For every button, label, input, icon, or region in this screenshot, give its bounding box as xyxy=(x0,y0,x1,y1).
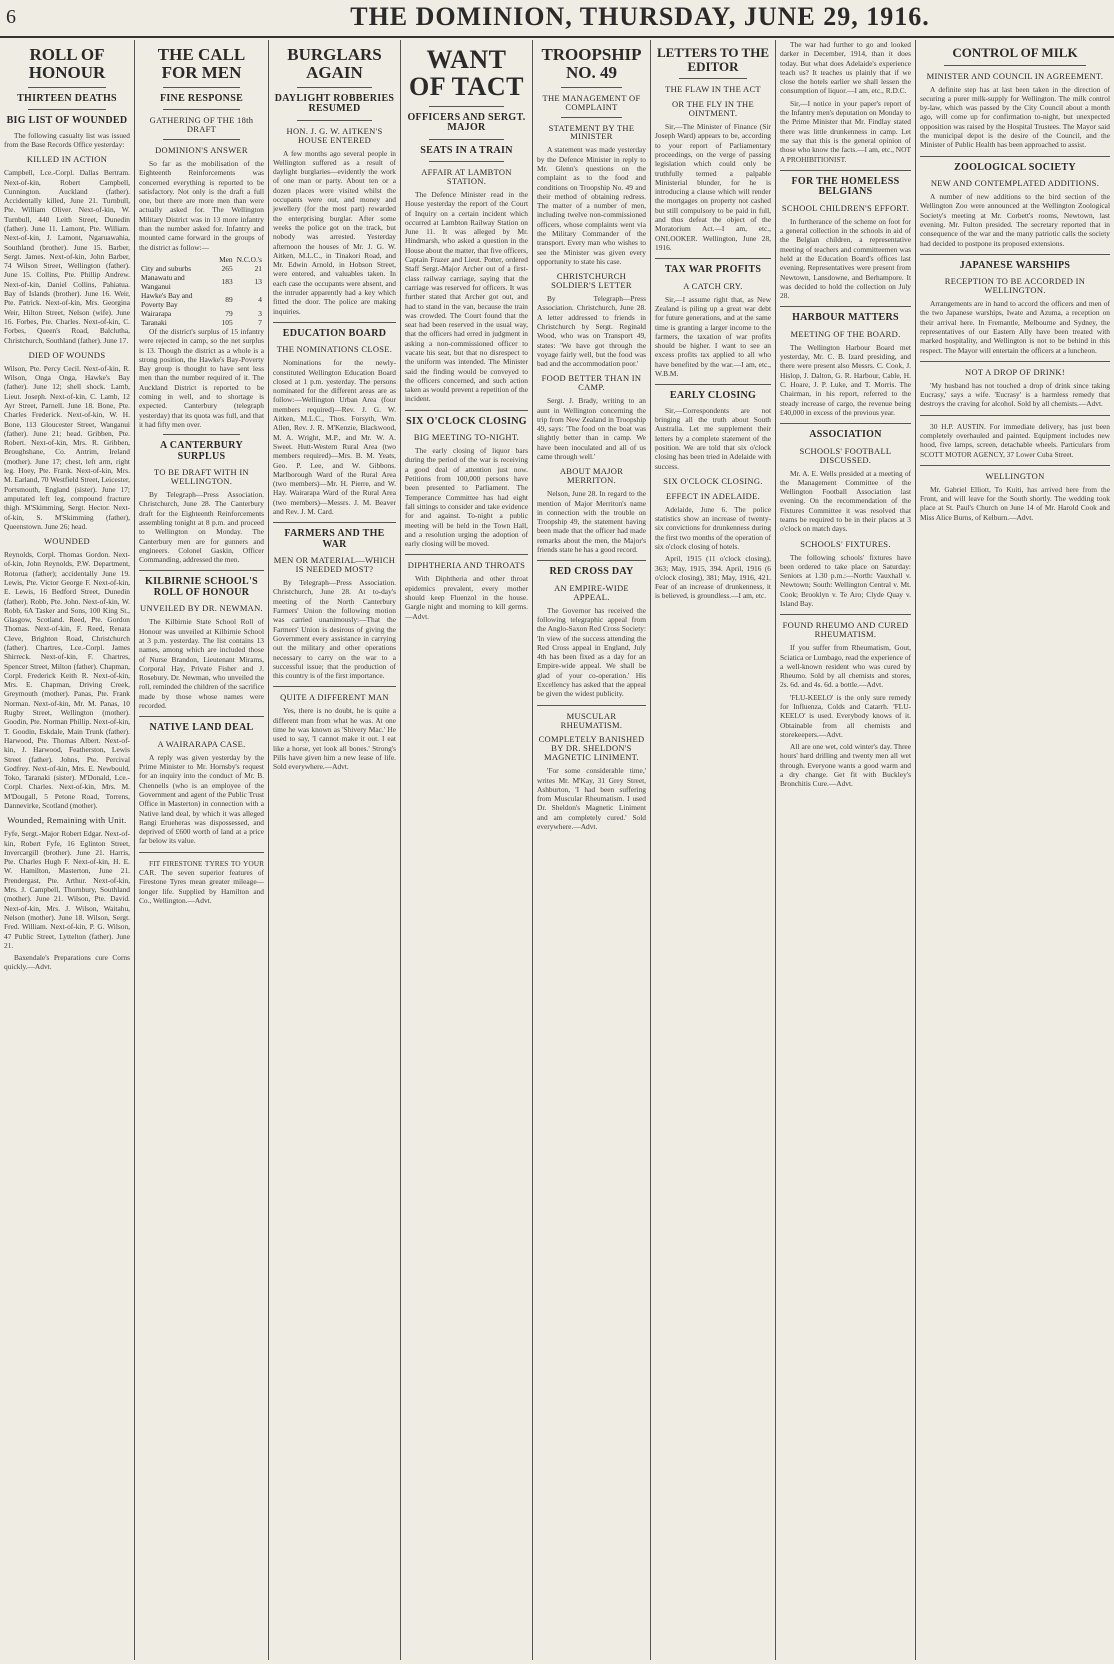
divider xyxy=(920,254,1110,255)
article-text: A number of new additions to the bird section of the Wellington Zoo were announced at the Wellington Zoological Society's meeting at Mr. Corbett's rooms, Newtown, last evening. Mr. Fulton presided. The secretary reported that in consequence of the war and the many patriotic calls the society had decided to postpone its proposed extensions. xyxy=(920,192,1110,248)
divider xyxy=(780,170,911,171)
article-text: A reply was given yesterday by the Prime Minister to Mr. Hornsby's request for an inquiry into the conduct of Mr. B. Chennells (who is an employee of the Government and agent of the Public Trust Office in Masterton) in connection with a Native land deal, by which it was alleged Rangi Erueheras was dispossessed, and deprived of £600 worth of land at a price far below its value. xyxy=(139,752,264,846)
headline-belgians: FOR THE HOMELESS BELGIANS xyxy=(791,175,900,198)
table-cell: 183 xyxy=(221,277,233,287)
subhead-men-or-material: MEN OR MATERIAL—WHICH IS NEEDED MOST? xyxy=(273,555,396,575)
table-cell: City and suburbs xyxy=(141,263,192,273)
headline-education-board: EDUCATION BOARD xyxy=(282,327,387,339)
divider xyxy=(28,87,106,88)
subhead-fixtures: SCHOOLS' FIXTURES. xyxy=(800,538,891,549)
article-text: Nelson, June 28. In regard to the mention of Major Merriton's name in connection with the trouble on Troopship 49, the statement having been made that the officer had made remarks about the men, the Major's friends state he has a good record. xyxy=(537,489,646,554)
subhead-christchurch-letter: CHRISTCHURCH SOLDIER'S LETTER xyxy=(551,271,632,291)
table-row xyxy=(139,264,264,273)
table-cell: 13 xyxy=(254,277,262,287)
subhead-food-better: FOOD BETTER THAN IN CAMP. xyxy=(541,373,642,393)
advertisement: All are one wet, cold winter's day. Three hours' hard drilling and twenty men all wet through. Everyone wants a good warm and a dry change. Get fit with Buckley's Bronchitis Cure.—Advt. xyxy=(780,742,911,789)
table-cell: 7 xyxy=(258,317,262,327)
subhead-fine-response: FINE RESPONSE xyxy=(159,92,244,104)
column-eight xyxy=(916,40,1114,1660)
headline-want-of-tact: WANT OF TACT xyxy=(409,45,524,102)
divider xyxy=(429,106,504,107)
article-text: The Governor has received the following telegraphic appeal from the Anglo-Saxon Red Cross Society: 'In view of the success attending the Red Cross appeal in England, July 4th has been fixed as a day for an Empire-wide appeal. We shall be glad of your co-operation.' His Excellency has asked that the appeal be given the widest publicity. xyxy=(537,605,646,699)
subhead-reception: RECEPTION TO BE ACCORDED IN WELLINGTON. xyxy=(944,276,1086,296)
table-header-row xyxy=(139,255,264,264)
divider xyxy=(28,109,106,110)
article-text: The early closing of liquor bars during the period of the war is receiving a good deal of attention just now. Petitions from 100,000 persons have been presented to Parliament. The Temperance Committee has had eight fall sittings to consider and take evidence for and against. To-night a public meeting will be held in the Town Hall, and a resolution urging the adoption of early closing will be moved. xyxy=(405,446,528,549)
article-text: Mr. Gabriel Elliott, To Kuiti, has arrived here from the Front, and will leave for the South shortly. The wedding took place at St. Paul's Church on June 14 of Mr. Harold Cook and Miss Alice Burns, of Kelburn.—Advt. xyxy=(920,484,1110,522)
table-cell: 265 xyxy=(221,263,233,273)
headline-diphtheria: DIPHTHERIA AND THROATS xyxy=(407,560,526,571)
headline-letters: LETTERS TO THE EDITOR xyxy=(656,45,769,74)
divider xyxy=(561,87,622,88)
headline-kilbirnie: KILBIRNIE SCHOOL'S ROLL OF HONOUR xyxy=(145,576,258,598)
article-text: The war had further to go and looked darker in December, 1914, than it does today. But what does Adelaide's experience teach us? It teaches us plainly that if we close the hotels earlier we shall lessen the consumption of liquor.—I am, etc., R.D.C. xyxy=(780,40,911,96)
column-burglars xyxy=(269,40,400,1660)
subhead-wounded-remaining: Wounded, Remaining with Unit. xyxy=(7,815,127,826)
headline-canterbury-surplus: A CANTERBURY SURPLUS xyxy=(160,440,243,462)
divider xyxy=(273,522,396,523)
divider xyxy=(405,554,528,555)
advertisement: If you suffer from Rheumatism, Gout, Sciatica or Lumbago, read the experience of a well-known resident who was cured by Rheumo. Sold by all chemists and stores, 2s. 6d. and 4s. 6d. a bottle.—Advt. xyxy=(780,643,911,690)
article-text: The Wellington Harbour Board met yesterday, Mr. C. B. Izard presiding, and there were present also Messrs. C. Cook, J. Hislop, J. Dalton, G. R. Harbour, Cable, H. C. Hoare, J. P. Luke, and T. Morris. The Chairman, in his report, referred to the steady increase of cargo, the revenue being £40,000 in excess of the previous year. xyxy=(780,342,911,417)
subhead-catch-cry: A CATCH CRY. xyxy=(683,280,743,291)
advertisement: 'My husband has not touched a drop of drink since taking Eucrasy,' says a wife. 'Eucrasy' is a harmless remedy that destroys the craving for alcohol. Sold by all chemists.—Advt. xyxy=(920,380,1110,409)
headline-early-closing: EARLY CLOSING xyxy=(669,390,757,402)
headline-association: ASSOCIATION xyxy=(809,429,882,441)
divider xyxy=(537,705,646,706)
table-cell: Taranaki xyxy=(141,317,167,327)
subhead-adelaide: EFFECT IN ADELAIDE. xyxy=(665,490,761,501)
subhead-big-list: BIG LIST OF WOUNDED xyxy=(6,115,128,127)
table-row xyxy=(139,273,264,291)
subhead-killed: KILLED IN ACTION xyxy=(26,154,108,165)
table-cell: 105 xyxy=(221,317,233,327)
subhead-wounded: WOUNDED xyxy=(43,536,90,547)
column-call-for-men xyxy=(135,40,268,1660)
headline-farmers: FARMERS AND THE WAR xyxy=(284,528,385,550)
headline-burglars: BURGLARS AGAIN xyxy=(287,45,382,82)
headline-japanese-warships: JAPANESE WARSHIPS xyxy=(959,259,1071,271)
headline-zoological: ZOOLOGICAL SOCIETY xyxy=(954,161,1076,173)
article-text: In furtherance of the scheme on foot for a general collection in the schools in aid of the Belgian children, a representative meeting of teachers and committeemen was held at the Education Board's offices last evening. Representatives were present from Newtown, Lansdowne, and Berhampore. It was decided to hold the collection on July 28. xyxy=(780,216,911,301)
divider xyxy=(655,384,771,385)
article-text: A few months ago several people in Wellington suffered as a result of daylight burglaries—evidently the work of one man or party. About ten or a dozen places were visited whilst the occupants were out, and money and jewellery (for the most part) rewarded the enterprising burglar. After some weeks the police got on the track, but nobody was arrested. Yesterday afternoon the houses of Mr. J. G. W. Aitken, M.L.C., in Tinakori Road, and Mr. Edwin Arnold, in Hobson Street, were entered, and valuables taken. In each case the occupants were absent, and the intruder apparently had a key which fitted the door. The police are making inquiries. xyxy=(273,148,396,316)
article-text: Adelaide, June 6. The police statistics show an increase of twenty-six convictions for drunkenness during the first two months of the operation of six o'clock closing of hotels. xyxy=(655,504,771,551)
headline-roll-of-honour: ROLL OF HONOUR xyxy=(28,45,106,82)
divider xyxy=(297,120,372,121)
divider xyxy=(679,78,747,79)
table-cell: Manawatu and Wanganui xyxy=(141,272,185,291)
divider xyxy=(139,716,264,717)
subhead-statement: STATEMENT BY THE MINISTER xyxy=(548,122,635,142)
divider xyxy=(920,156,1110,157)
article-text: April, 1915 (11 o'clock closing), 363; May, 1915, 394. April, 1916 (6 o'clock closing), 381; May, 1916, 421. Fear of an increase of drunkenness, it is believed, is groundless.—I am, etc. xyxy=(655,554,771,601)
advertisement: 'For some considerable time,' writes Mr. M'Kay, 31 Grey Street, Ashburton, 'I had been suffering from Muscular Rheumatism. I used Dr. Sheldon's Magnetic Liniment and am completely cured.' Sold everywhere.—Advt. xyxy=(537,766,646,831)
article-text: Arrangements are in hand to accord the officers and men of the two Japanese warships, Iwate and Azuma, a reception on their arrival here. In Fremantle, Melbourne and Sydney, the representatives of our Eastern Ally have been treated with marked hospitality, and Wellington is not to be behind in this respect. The Mayor will entertain the officers at a luncheon. xyxy=(920,299,1110,355)
article-text: Fyfe, Sergt.-Major Robert Edgar. Next-of-kin, Robert Fyfe, 16 Eglinton Street, Invercargill (brother). June 21. Harris, Pte. Charles Hugh F. Next-of-kin, H. E. W. Hamilton, Masterton, June 21. Prendergast, Pte. Arthur. Next-of-kin, Mrs. J. Campbell, Thornbury, Southland (mother). June 21. Wilson, Pte. David. Next-of-kin, Mrs. J. Wilson, Waitahu, Nelson (mother). June 18. Wilson, Sergt. Fred. William. Next-of-kin, P. G. Wilson, 47 Public Street, Lyttelton (father). June 21. xyxy=(4,829,130,950)
subhead-fly: OR THE FLY IN THE OINTMENT. xyxy=(671,99,754,119)
table-row xyxy=(139,291,264,309)
headline-rheumo: FOUND RHEUMO AND CURED RHEUMATISM. xyxy=(782,620,909,640)
table-header-cell: N.C.O.'s xyxy=(236,254,262,264)
divider xyxy=(163,139,240,140)
subhead-six-oclock: SIX O'CLOCK CLOSING. xyxy=(663,475,763,486)
subhead-merriton: ABOUT MAJOR MERRITON. xyxy=(559,466,624,486)
subhead-nominations: THE NOMINATIONS CLOSE. xyxy=(276,344,393,355)
divider xyxy=(163,87,240,88)
article-text: Sir,—The Minister of Finance (Sir Joseph Ward) appears to be, according to your report of Parliamentary proceedings, on the verge of passing legislation which could only be truthfully termed a palpable Ministerial blunder, for he is introducing a clause which will render the mortgages on property not cashed but still compulsory to be paid in full, and thus defeat the object of the Moratorium Act.—I am, etc., ONLOOKER. Wellington, June 28, 1916. xyxy=(655,122,771,252)
divider xyxy=(920,415,1110,416)
advertisement: FIT FIRESTONE TYRES TO YOUR CAR. The seven superior features of Firestone Tyres mean greater mileage—longer life. Supplied by Hamilton and Co., Wellington.—Advt. xyxy=(139,858,264,905)
table-cell: Hawke's Bay and Poverty Bay xyxy=(141,290,193,309)
article-text: Nominations for the newly-constituted Wellington Education Board closed at 1 p.m. yesterday. The persons nominated for the different areas are as follow:—Wellington Urban Area (four members required)—Rev. J. G. W. Aitken, M.L.C., Thos. Forsyth, Wm. Allen, Rev. J. R. M'Kenzie, Blackwood, M. A. Wright, M.P., and Mr. W. A. Sweet. Hutt-Western Rural Area (two members required)—Mrs. B. M. Yeats, Geo. P. Lee, and W. Gibbons. Marlborough Ward of the Rural Area (two members)—Mr. H. Pierre, and W. Hay. Wairarapa Ward of the Rural Area (two members)—Messrs. J. M. Beaver and Rev. J. M. Card. xyxy=(273,358,396,517)
divider xyxy=(655,258,771,259)
subhead-dominion-answer: DOMINION'S ANSWER xyxy=(155,145,248,156)
subhead-big-meeting: BIG MEETING TO-NIGHT. xyxy=(413,432,520,443)
subhead-aitken: HON. J. G. W. AITKEN'S HOUSE ENTERED xyxy=(286,125,383,145)
subhead-new-additions: NEW AND CONTEMPLATED ADDITIONS. xyxy=(930,178,1100,189)
divider xyxy=(429,139,504,140)
advertisement: With Diphtheria and other throat epidemics prevalent, every mother should keep Fluenzol in the house. Gargle night and morning to kill germs.—Advt. xyxy=(405,574,528,621)
subhead-gathering: GATHERING OF THE 18th DRAFT xyxy=(149,115,254,135)
article-text: The Defence Minister read in the House yesterday the report of the Court of Inquiry on a certain incident which occurred at Lambton Railway Station on June 11. It was alleged by Mr. Hindmarsh, who asked a question in the House about the matter, that five officers, Captain Frazer and Lieut. Potter, ordered Staff Sergt.-Major Archer out of a first-class railway carriage, saying that the carriage was reserved for officers. It was further stated that Archer got out, and had to stand in the van, because the train was crowded. The Court found that the seat had been reserved in the usual way, that the officers had erred in judgment in asking a non-commissioned officer to vacate his seat, but that no disrespect to the uniform was intended. The Minister said the finding would be conveyed to the officers concerned, and such action taken as would prevent a repetition of the incident. xyxy=(405,189,528,404)
subhead-sheldon: COMPLETELY BANISHED BY DR. SHELDON'S MAGNETIC LINIMENT. xyxy=(538,734,645,763)
advertisement: Baxendale's Preparations cure Corns quickly.—Advt. xyxy=(4,953,130,972)
column-roll-of-honour xyxy=(0,40,134,1660)
article-text: By Telegraph—Press Association. Christchurch, June 28. At to-day's meeting of the North Canterbury Farmers' Union the following motion was carried unanimously:—That the Farmers' Union is desirous of giving the Government every assistance in carrying out the military and other operations necessary to carry on the war to a successful issue; that the production of this country is of the first importance. xyxy=(273,578,396,681)
table-cell: 21 xyxy=(254,263,262,273)
newspaper-title: THE DOMINION, THURSDAY, JUNE 29, 1916. xyxy=(350,2,930,31)
headline-tax-war: TAX WAR PROFITS xyxy=(664,264,762,276)
divider xyxy=(780,423,911,424)
headline-muscular: MUSCULAR RHEUMATISM. xyxy=(560,710,623,730)
divider xyxy=(273,686,396,687)
headline-six-oclock: SIX O'CLOCK CLOSING xyxy=(406,415,527,427)
subhead-empire-appeal: AN EMPIRE-WIDE APPEAL. xyxy=(554,582,629,602)
subhead-seats: SEATS IN A TRAIN xyxy=(420,144,513,156)
column-want-of-tact xyxy=(401,40,532,1660)
headline-wellington: WELLINGTON xyxy=(985,470,1045,481)
article-text: Wilson, Pte. Percy Cecil. Next-of-kin, R. Wilson, Onga Onga, Hawke's Bay (father). June 12; shell shock. Lamb, Lieut. Joseph. Next-of-kin, C. Lamb, 12 Ayr Street, Parnell. June 18. Bone, Pte. Charles Frederick. Next-of-kin, W. H. Bone, 113 Gloucester Street, Wanganui (father). June 21; head. Gribben, Pte. Robert. Next-of-kin, Mrs. R. Gribben, Broughshane, Co. Antrim, Ireland (mother). June 17; chest, left arm, right leg. Hoey, Pte. Frank. Next-of-kin, Mrs. M. Earland, 70 Westfield Street, Leicester, Portsmouth, England (sister). June 17; amputated left leg, compound fracture thigh. M'Skimming, Sergt. Hector. Next-of-kin, S. M'Skimming (father), Queenstown. June 26; head. xyxy=(4,363,130,531)
divider xyxy=(920,465,1110,466)
subhead-school-children: SCHOOL CHILDREN'S EFFORT. xyxy=(781,202,910,213)
table-cell: 3 xyxy=(258,308,262,318)
divider xyxy=(561,117,622,118)
headline-control-milk: CONTROL OF MILK xyxy=(952,45,1078,60)
divider xyxy=(139,852,264,853)
article-text: Sir,—I assume right that, as New Zealand is piling up a great war debt for future generations, and at the same time is granting a larger income to the farmers, the taxation of war profits should be higher. I want to see an excess profits tax applied to all who have benefited by the war.—I am, etc., W.B.M. xyxy=(655,294,771,378)
subhead-wairarapa: A WAIRARAPA CASE. xyxy=(157,738,246,749)
subhead-management: THE MANAGEMENT OF COMPLAINT xyxy=(542,92,641,112)
table-cell: 79 xyxy=(225,308,233,318)
subhead-thirteen-deaths: THIRTEEN DEATHS xyxy=(17,92,117,104)
subhead-daylight: DAYLIGHT ROBBERIES RESUMED xyxy=(274,92,395,115)
article-text: A statement was made yesterday by the Defence Minister in reply to Mr. Glenn's questions on the complaint as to the food and conditions on Troopship No. 49 and their method of obtaining redress. The matter of a number of men, including twelve non-commissioned officers, whose complaints went via the Military Commander of the transport. Every man who wishes to see the Minister was given every opportunity to state his case. xyxy=(537,145,646,266)
headline-red-cross: RED CROSS DAY xyxy=(549,566,634,578)
column-seven xyxy=(776,40,915,1660)
subhead-minister-council: MINISTER AND COUNCIL IN AGREEMENT. xyxy=(926,70,1104,81)
divider xyxy=(429,161,504,162)
divider xyxy=(537,560,646,561)
subhead-kilbirnie: UNVEILED BY DR. NEWMAN. xyxy=(140,603,263,614)
divider xyxy=(920,361,1110,362)
article-text: So far as the mobilisation of the Eighteenth Reinforcements was concerned everything is reported to be satisfactory. Not only is the draft a full one, but there are more men than were actually asked for. The Wellington Military District was in 13 more infantry than the number asked for. Infantry and mounted came forward in the groups of the district as follow:— xyxy=(139,158,264,252)
page-number: 6 xyxy=(6,6,16,28)
article-text: Sir,—Correspondents are not bringing all the truth about South Australia. Let me supplement their letters by a complete statement of the position. We are told that six o'clock closing has been tried in Adelaide with success. xyxy=(655,405,771,471)
column-letters xyxy=(651,40,775,1660)
article-text: Mr. A. E. Wells presided at a meeting of the Management Committee of the Wellington Football Association last evening. On the recommendation of the Fixtures Committee it was resolved that teams be required to be in their places at 3 o'clock on match days. xyxy=(780,468,911,534)
divider xyxy=(273,322,396,323)
headline-troopship: TROOPSHIP NO. 49 xyxy=(541,45,642,82)
divider xyxy=(163,434,240,435)
table-row xyxy=(139,309,264,318)
article-text: Campbell, Lce.-Corpl. Dallas Bertram. Next-of-kin, Robert Campbell, Cunnington. Auckland (father). Accidentally killed, June 21. Turnbull, Pte. William Oliver. Next-of-kin, W. Turnbull, 440 Leith Street, Dunedin (father). June 11. Lamont, Pte. William. Next-of-kin, J. Lamont, Ngaruawahia, Southland (brother). June 15. Barber, Sergt. James. Next-of-kin, John Barber, 74 Wilson Street, Wellington (father). June 15. Collins, Pte. Phillip Andrew. Next-of-kin, Daniel Collins, Pahiatua. Bay of Islands (brother). June 16. Weir, Pte. Patrick. Next-of-kin, Mrs. Georgina Weir, Hilton Street, Nelson (wife). June 16. Forbes, Pte. Charles. Next-of-kin, C. Forbes, Queen's Road, Balclutha, Christchurch, Southland (father). June 17. xyxy=(4,168,130,345)
headline-native-land: NATIVE LAND DEAL xyxy=(149,722,254,734)
subhead-lambton: AFFAIR AT LAMBTON STATION. xyxy=(421,167,512,187)
advertisement: Yes, there is no doubt, he is quite a different man from what he was. At one time he was known as 'Shivery Mac.' He used to say, 'I cannot make it out. I eat like a horse, yet look all bones.' Strong's Pills have given him a new lease of life. Sold everywhere.—Advt. xyxy=(273,706,396,772)
divider xyxy=(297,87,372,88)
article-text: Sir,—I notice in your paper's report of the Infantry men's deputation on Monday to the Prime Minister that Mr. Findlay stated there was little drunkenness in camp. Let me say that this is the general opinion of those who know the facts.—I am, etc., NOT A PROHIBITIONIST. xyxy=(780,98,911,164)
advertisement-austin: 30 H.P. AUSTIN. For immediate delivery, has just been completely overhauled and painted. Equipment includes new hood, five lamps, screen, detachable wheels. Particulars from SCOTT MOTOR AGENCY, 37 Lower Cuba Street. xyxy=(920,421,1110,459)
table-row xyxy=(139,318,264,327)
article-text: Reynolds, Corpl. Thomas Gordon. Next-of-kin, John Reynolds, P.W. Department, Rotorua (father); accidentally June 19. Lewis, Pte. Victor George F. Next-of-kin, E. Lewis, 16 Bedford Street, Dunedin (father). Robb, Pte. John. Next-of-kin, W. Robb, 6A Tasker and Sons, 100 King St., Glasgow, Scotland. Reed, Pte. Gordon Thomas. Next-of-kin, F. Reed, Renata Cleve, Brighton Road, Christchurch (father). Chartres, Lce.-Corpl. James Shirreck. Next-of-kin, F. Chartres, Spencer Street, Milton (father). Chapman, Corpl. Frederick Keith R. Next-of-kin, Mrs. E. Chapman, Driving Creek, Greymouth (mother). Panas, Pte. Frank Norman. Next-of-kin, Mr. M. Panas, 10 Rugby Street, Wellington (mother). Goodin, Pte. Norman Phillip. Next-of-kin, T. Goodin, Eskdale, Main Trunk (father). Harwood, Pte. Thomas Albert. Next-of-kin, J. Harwood, Featherston, Lewis Street (father). Johns, Pte. Percival Godfrey. Next-of-kin, Mrs. E. Newbould, Toko, Taranaki (sister). M'Donald, Lce.-Corpl. Charles. Next-of-kin, Mrs. M. M'Dougall, 5 Petone Road, Torrens, Dannevirke, Scotland (mother). xyxy=(4,550,130,811)
divider xyxy=(780,306,911,307)
headline-harbour: HARBOUR MATTERS xyxy=(792,312,899,324)
subhead-canterbury: TO BE DRAFT WITH IN WELLINGTON. xyxy=(154,467,249,487)
headline-quite-different: QUITE A DIFFERENT MAN xyxy=(280,692,389,703)
article-text: The following schools' fixtures have been ordered to take place on Saturday: Seniors at 1.30 p.m.:—North: Vauxhall v. Newtown; South: Wellington Central v. Mt. Cook; Brooklyn v. Te Aro; Clyde Quay v. Island Bay. xyxy=(780,552,911,609)
article-text: Of the district's surplus of 15 infantry were rejected in camp, so the net surplus is 13. Though the district as a whole is a strong position, the Hawke's Bay-Poverty Bay group is thought to have sent less men than the number required of it. The Auckland District is reported to be coming in well, and to shortage is expected. Canterbury (telegraph yesterday) that its quota was full, and that it had fifty men over. xyxy=(139,326,264,429)
divider xyxy=(139,570,264,571)
divider xyxy=(944,65,1086,66)
headline-not-a-drop: NOT A DROP OF DRINK! xyxy=(965,366,1065,377)
table-cell: 89 xyxy=(225,295,233,305)
article-text: The Kilbirnie State School Roll of Honour was unveiled at Kilbirnie School at 3 p.m. yesterday. The list contains 13 names, among which are included those of Nurse Brandon, Lieutenant Mirams, Corporal Hay, Private Fisher and J. Rosebury. Dr. Newman, who unveiled the roll, reminded the children of the sacrifice made by those whose names were recorded. xyxy=(139,617,264,710)
article-text: A definite step has at last been taken in the direction of securing a purer milk-supply for Wellington. The milk control by-law, which was passed by the City Council about a month ago, will come up for confirmation to-night, but unexpected opposition was raised by the Hospital Trustees. The Mayor said the municipal depot is the desire of the Council, and the Minister of Public Health has been approached to assist. xyxy=(920,84,1110,150)
divider xyxy=(405,410,528,411)
draft-table xyxy=(139,255,264,327)
table-header-cell: Men xyxy=(219,254,233,264)
subhead-schools-football: SCHOOLS' FOOTBALL DISCUSSED. xyxy=(799,445,892,465)
divider xyxy=(163,109,240,110)
divider xyxy=(780,614,911,615)
table-cell: 4 xyxy=(258,295,262,305)
subhead-meeting-board: MEETING OF THE BOARD. xyxy=(790,328,901,339)
masthead xyxy=(0,0,1114,38)
article-text: By Telegraph—Press Association. Christchurch, June 28. The Canterbury draft for the Eighteenth Reinforcements assembling tonight at 8 p.m. and proceed to Wellington on Monday. The Canterbury men are for gunners and engineers. Colonel Gaskin, Officer Commanding, addressed the men. xyxy=(139,490,264,565)
subhead-flaw: THE FLAW IN THE ACT xyxy=(665,84,761,95)
article-text: Sergt. J. Brady, writing to an aunt in Wellington concerning the trip from New Zealand in Troopship 49, says: 'The food on the boat was slightly better than in camp. We have been inoculated and all of us came through well.' xyxy=(537,396,646,462)
headline-call-for-men: THE CALL FOR MEN xyxy=(157,45,246,82)
table-header-cell xyxy=(139,255,217,264)
advertisement: 'FLU-KEELO' is the only sure remedy for Influenza, Colds and Catarrh. 'FLU-KEELO' is used. Everybody knows of it. Obtainable from all chemists and storekeepers.—Advt. xyxy=(780,692,911,739)
table-cell: Wairarapa xyxy=(141,308,172,318)
article-text: The following casualty list was issued from the Base Records Office yesterday: xyxy=(4,130,130,149)
subhead-died: DIED OF WOUNDS xyxy=(28,349,106,360)
column-troopship xyxy=(533,40,650,1660)
subhead-officers: OFFICERS AND SERGT. MAJOR xyxy=(407,111,526,134)
article-text: By Telegraph—Press Association. Christchurch, June 28. A letter addressed to friends in Christchurch by Sergt. Reginald Wood, who was on Transport 49, states: 'We have got through the voyage fairly well, but the food was bad and the accommodation poor.' xyxy=(537,294,646,369)
